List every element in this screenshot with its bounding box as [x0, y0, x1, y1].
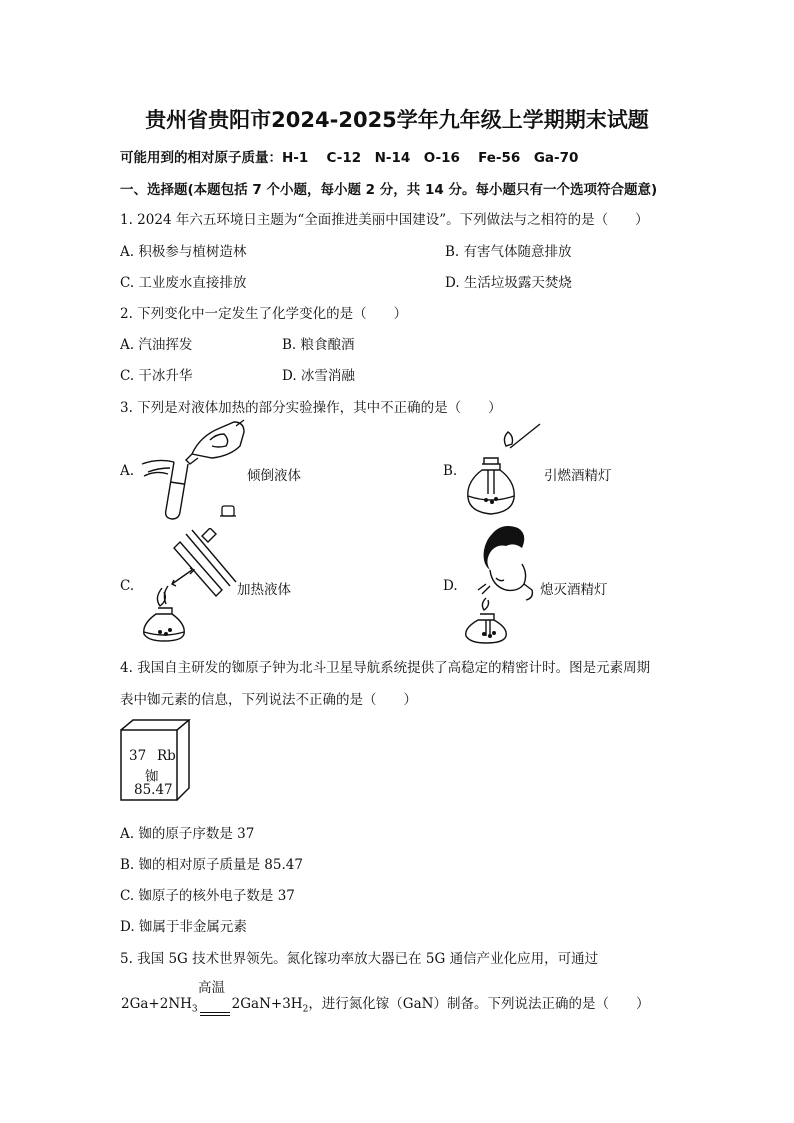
q4-option-a: A. 铷的原子序数是 37	[120, 826, 255, 842]
atomic-masses-line: 可能用到的相对原子质量：H-1 C-12 N-14 O-16 Fe-56 Ga-70	[120, 150, 579, 166]
q1-stem: 1. 2024 年六五环境日主题为“全面推进美丽中国建设”。下列做法与之相符的是（ ）	[120, 212, 649, 228]
q3-stem: 3. 下列是对液体加热的部分实验操作，其中不正确的是（ ）	[120, 400, 502, 416]
q2-option-b: B. 粮食酿酒	[282, 337, 355, 353]
q2-option-d: D. 冰雪消融	[282, 368, 355, 384]
q4-stem-line1: 4. 我国自主研发的铷原子钟为北斗卫星导航系统提供了高稳定的精密计时。图是元素周期	[120, 660, 651, 676]
q3-option-c-caption: 加热液体	[237, 582, 291, 598]
equation-left: 2Ga+2NH	[121, 996, 192, 1012]
section-heading: 一、选择题(本题包括 7 个小题，每小题 2 分，共 14 分。每小题只有一个选项符合题意)	[120, 182, 658, 198]
q1-option-a: A. 积极参与植树造林	[120, 244, 247, 260]
equation-left-subscript: 3	[191, 1004, 198, 1015]
extinguishing-lamp-figure	[462, 524, 538, 644]
heating-liquid-figure	[140, 528, 240, 642]
q3-option-a-caption: 倾倒液体	[247, 468, 301, 484]
q2-option-c: C. 干冰升华	[120, 368, 193, 384]
q1-option-d: D. 生活垃圾露天焚烧	[445, 275, 572, 291]
element-mass: 85.47	[134, 782, 173, 798]
page-title: 贵州省贵阳市2024-2025学年九年级上学期期末试题	[145, 108, 649, 132]
q4-option-b: B. 铷的相对原子质量是 85.47	[120, 857, 303, 873]
q4-option-d: D. 铷属于非金属元素	[120, 919, 247, 935]
pouring-liquid-figure	[140, 418, 250, 522]
element-number: 37	[129, 748, 147, 764]
q5-stem-line1: 5. 我国 5G 技术世界领先。氮化镓功率放大器已在 5G 通信产业化应用，可通过	[120, 951, 599, 967]
reaction-condition: 高温	[198, 980, 225, 996]
q3-option-b-caption: 引燃酒精灯	[544, 468, 612, 484]
q5-stem-tail: ，进行氮化镓（GaN）制备。下列说法正确的是（ ）	[308, 996, 650, 1012]
q3-option-d-letter: D.	[443, 578, 458, 594]
element-name: 铷	[145, 769, 159, 785]
q1-option-b: B. 有害气体随意排放	[445, 244, 572, 260]
element-symbol: Rb	[157, 748, 176, 764]
q3-option-d-caption: 熄灭酒精灯	[540, 582, 608, 598]
equation-right-subscript: 2	[302, 1004, 309, 1015]
q3-option-a-letter: A.	[120, 463, 135, 479]
q1-option-c: C. 工业废水直接排放	[120, 275, 247, 291]
q4-option-c: C. 铷原子的核外电子数是 37	[120, 888, 295, 904]
q3-option-b-letter: B.	[443, 463, 458, 479]
equation-right: 2GaN+3H	[231, 996, 303, 1012]
q2-stem: 2. 下列变化中一定发生了化学变化的是（ ）	[120, 306, 408, 322]
lighting-lamp-figure	[462, 420, 544, 520]
q4-stem-line2: 表中铷元素的信息，下列说法不正确的是（ ）	[120, 692, 417, 708]
q3-option-c-letter: C.	[120, 578, 135, 594]
q2-option-a: A. 汽油挥发	[120, 337, 193, 353]
